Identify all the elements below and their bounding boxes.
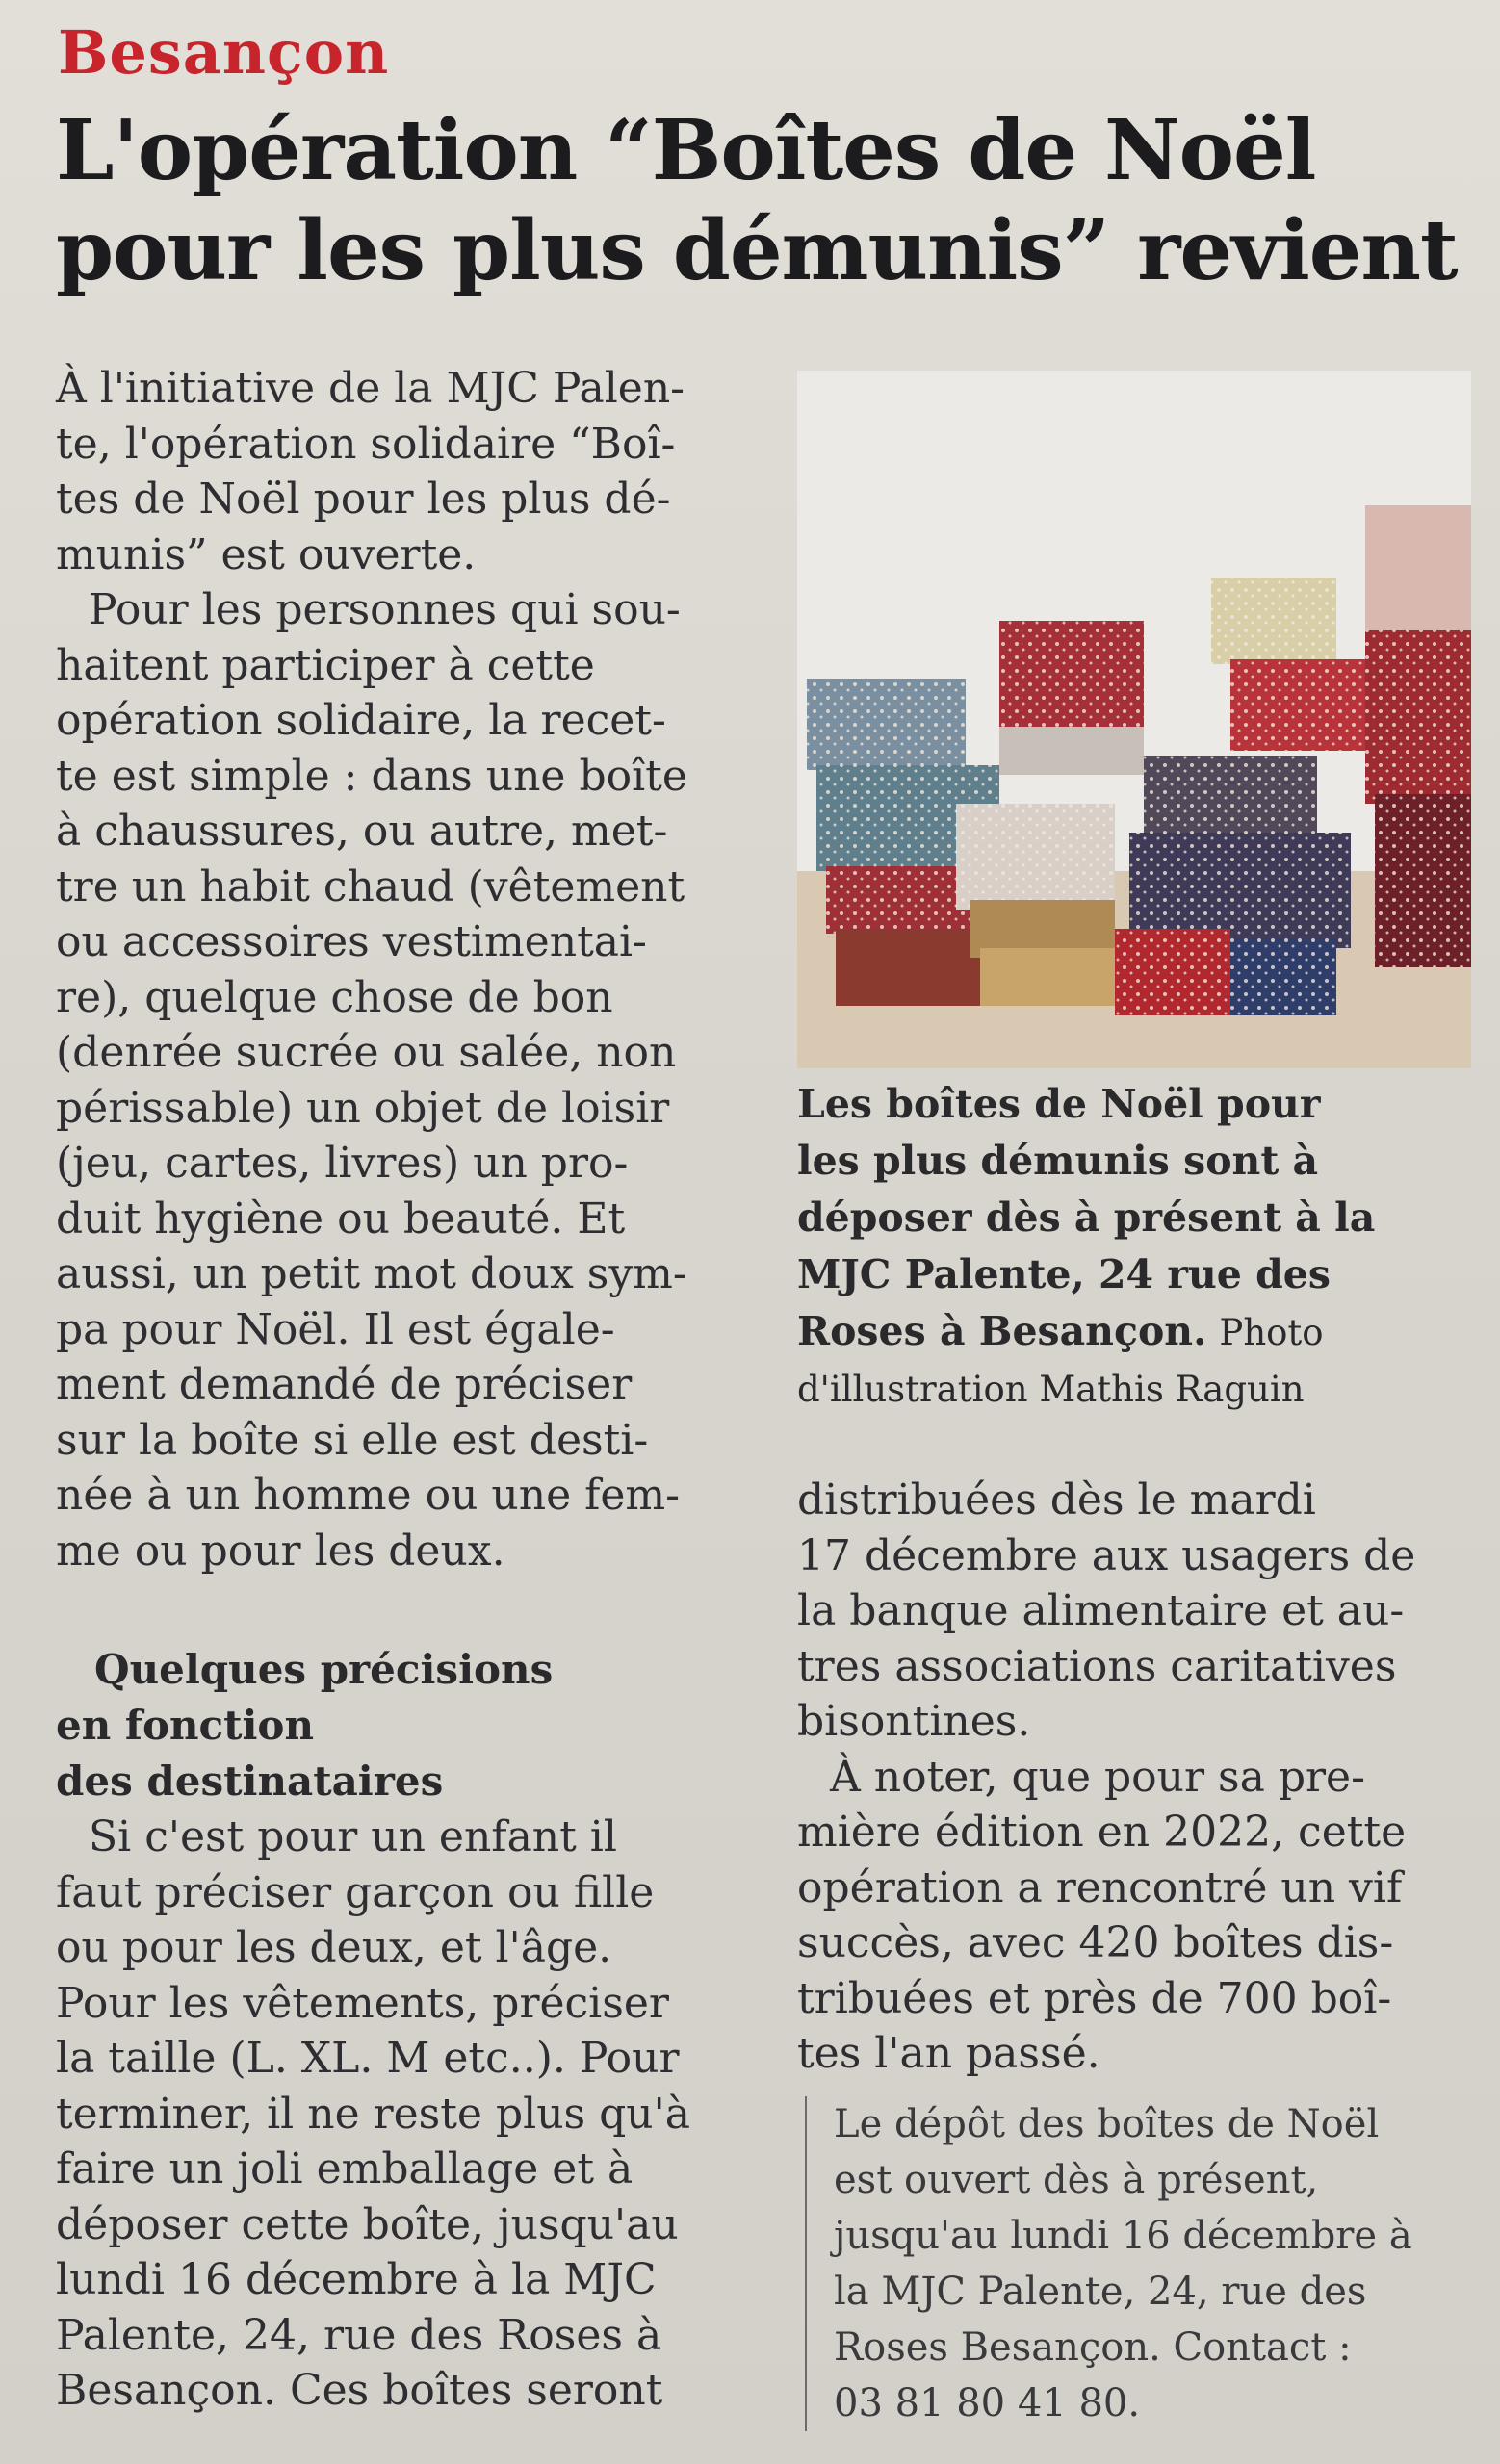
text-line: sur la boîte si elle est desti- [56,1415,649,1465]
text-line: pa pour Noël. Il est égale- [56,1304,615,1354]
text-line: Si c'est pour un enfant il [89,1812,617,1861]
text-line: te est simple : dans une boîte [56,751,687,801]
text-line: ment demandé de préciser [56,1360,633,1409]
text-line: À l'initiative de la MJC Palen- [56,364,685,413]
text-line: haitent participer à cette [56,640,595,690]
text-line: la taille (L. XL. M etc..). Pour [56,2034,680,2083]
subheading-line: en fonction [56,1702,314,1749]
contact-phone: 03 81 80 41 80. [834,2381,1141,2426]
photo-caption [797,1076,1471,1418]
gift-boxes-photo [797,371,1471,1068]
text-line: Pour les personnes qui sou- [89,585,681,634]
text-line: munis” est ouverte. [56,529,477,579]
photo-credit-label: Photo [1219,1312,1324,1353]
right-column-text [797,1473,1471,2082]
text-line: née à un homme ou une fem- [56,1471,681,1520]
caption-line: déposer dès à présent à la [797,1194,1376,1241]
practical-info-box [805,2096,1488,2431]
text-line: déposer cette boîte, jusqu'au [56,2199,679,2249]
gift-boxes-illustration [797,371,1471,1068]
text-line: distribuées dès le mardi [797,1476,1316,1525]
subheading-line: des destinataires [56,1758,444,1805]
text-line: tres associations caritatives [797,1641,1397,1691]
info-line: est ouvert dès à présent, [834,2158,1319,2202]
subheading [56,1642,730,1810]
info-line: Roses Besançon. Contact : [834,2325,1352,2370]
headline-line: L'opération “Boîtes de Noël [56,102,1316,199]
headline-line: pour les plus démunis” revient [56,202,1458,299]
section-kicker: Besançon [58,17,390,88]
left-column-text [56,361,730,1578]
text-line: tribuées et près de 700 boî- [797,1973,1392,2023]
text-line: opération solidaire, la recet- [56,696,666,745]
text-line: ou accessoires vestimentai- [56,917,647,966]
headline [56,101,1481,301]
text-line: me ou pour les deux. [56,1526,505,1576]
left-column-text-2 [56,1810,730,2419]
text-line: lundi 16 décembre à la MJC [56,2255,657,2304]
text-line: re), quelque chose de bon [56,972,613,1022]
caption-line-last [797,1303,1471,1361]
intro-paragraph [56,361,730,582]
text-line: À noter, que pour sa pre- [830,1752,1365,1802]
text-line: ou pour les deux, et l'âge. [56,1923,612,1972]
text-line: bisontines. [797,1697,1031,1746]
text-line: (jeu, cartes, livres) un pro- [56,1139,629,1188]
info-line: Le dépôt des boîtes de Noël [834,2102,1380,2146]
text-line: opération a rencontré un vif [797,1862,1403,1912]
caption-line: les plus démunis sont à [797,1138,1319,1184]
text-line: Pour les vêtements, préciser [56,1978,669,2028]
text-line: te, l'opération solidaire “Boî- [56,419,676,469]
text-line: la banque alimentaire et au- [797,1586,1405,1635]
text-line: à chaussures, ou autre, met- [56,807,668,856]
success-paragraph [797,1750,1471,2082]
recipe-paragraph [56,582,730,1578]
text-line: tre un habit chaud (vêtement [56,861,685,911]
text-line: terminer, il ne reste plus qu'à [56,2089,690,2139]
text-line: (denrée sucrée ou salée, non [56,1028,677,1077]
text-line: faire un joli emballage et à [56,2144,634,2194]
text-line: duit hygiène ou beauté. Et [56,1194,626,1244]
text-line: tes l'an passé. [797,2029,1100,2078]
caption-line: Les boîtes de Noël pour [797,1081,1321,1127]
text-line: faut préciser garçon ou fille [56,1867,655,1917]
text-line: Besançon. Ces boîtes seront [56,2366,663,2415]
text-line: succès, avec 420 boîtes dis- [797,1918,1394,1967]
text-line: tes de Noël pour les plus dé- [56,475,671,524]
photo-credit: d'illustration Mathis Raguin [797,1369,1305,1410]
text-line: 17 décembre aux usagers de [797,1530,1416,1580]
text-line: aussi, un petit mot doux sym- [56,1249,687,1298]
info-line: jusqu'au lundi 16 décembre à [834,2214,1412,2258]
text-line: Palente, 24, rue des Roses à [56,2310,662,2360]
text-line: mière édition en 2022, cette [797,1808,1407,1857]
text-line: périssable) un objet de loisir [56,1083,670,1133]
details-paragraph [56,1810,730,2419]
info-line: la MJC Palente, 24, rue des [834,2270,1367,2314]
subheading-line: Quelques précisions [94,1646,554,1693]
caption-line: MJC Palente, 24 rue des [797,1251,1331,1297]
caption-bold-tail: Roses à Besançon. [797,1308,1207,1354]
distribution-paragraph [797,1473,1471,1750]
